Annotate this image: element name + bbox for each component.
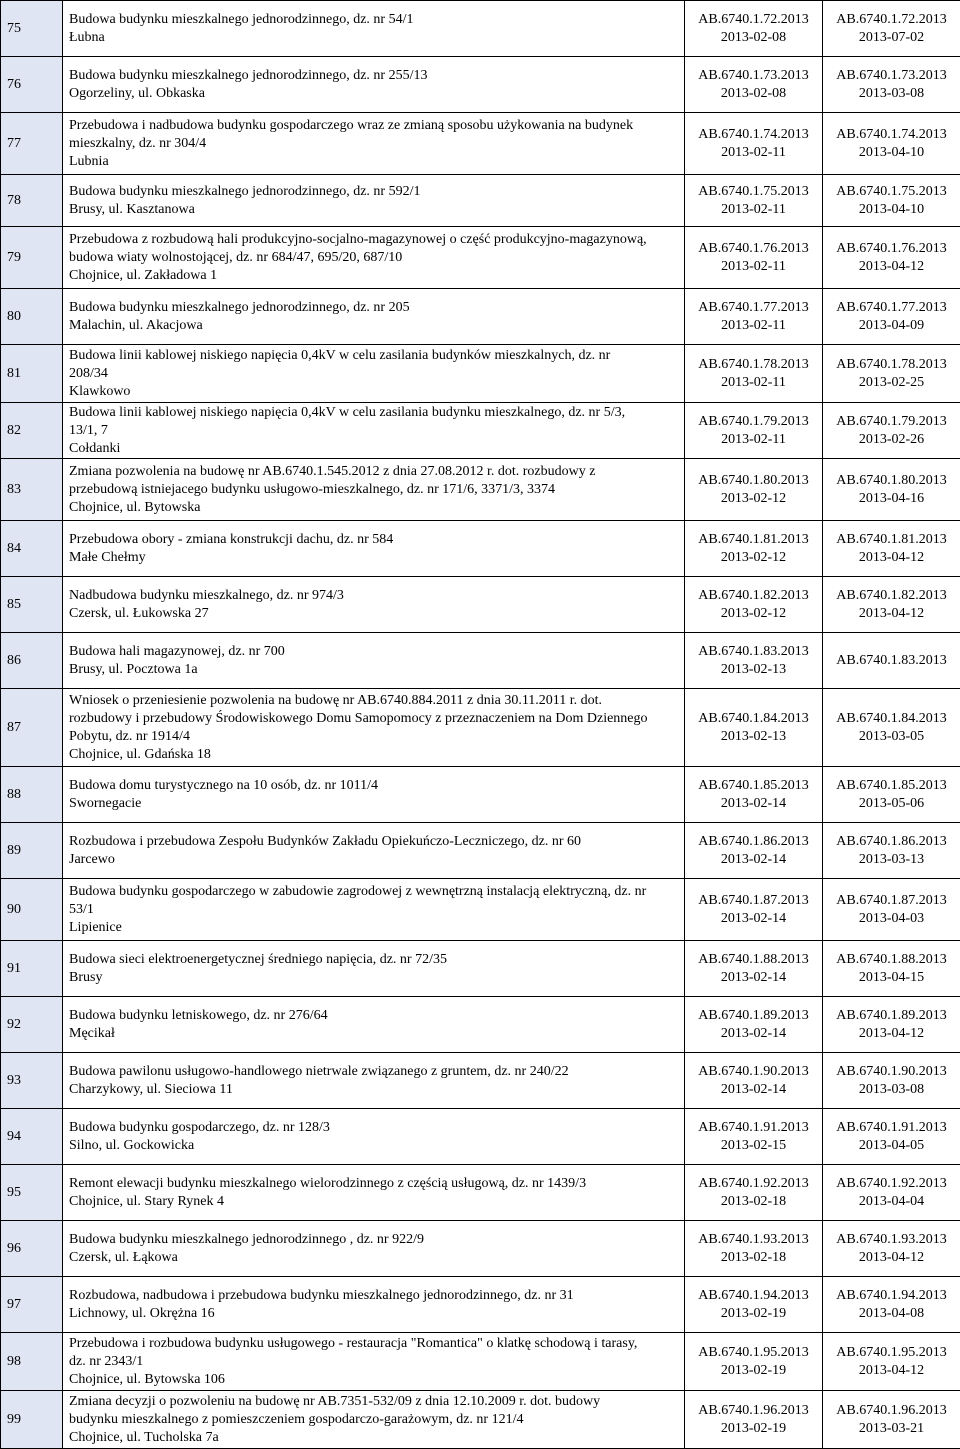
project-description-line: 53/1	[69, 901, 682, 919]
submission-reference-line: 2013-02-11	[685, 201, 822, 219]
submission-reference-line: 2013-02-14	[685, 910, 822, 928]
decision-reference	[823, 689, 960, 767]
decision-reference	[823, 459, 960, 521]
project-description-line: Lichnowy, ul. Okrężna 16	[69, 1305, 682, 1323]
row-number: 76	[1, 57, 63, 113]
submission-reference-line: AB.6740.1.81.2013	[685, 531, 822, 549]
decision-reference	[823, 1165, 960, 1221]
row-number: 84	[1, 521, 63, 577]
project-description-line: budowa wiaty wolnostojącej, dz. nr 684/47, 695/20, 687/10	[69, 249, 682, 267]
decision-reference-line: AB.6740.1.88.2013	[823, 951, 960, 969]
submission-reference-line: 2013-02-08	[685, 85, 822, 103]
project-description-line: Budowa budynku mieszkalnego jednorodzinnego, dz. nr 54/1	[69, 11, 682, 29]
project-description	[63, 1277, 685, 1333]
submission-reference	[685, 1, 823, 57]
table-row	[1, 1109, 960, 1165]
project-description-line: Budowa hali magazynowej, dz. nr 700	[69, 643, 682, 661]
submission-reference	[685, 1053, 823, 1109]
submission-reference	[685, 175, 823, 227]
project-description-line: Budowa sieci elektroenergetycznej średniego napięcia, dz. nr 72/35	[69, 951, 682, 969]
submission-reference-line: AB.6740.1.85.2013	[685, 777, 822, 795]
decision-reference-line: AB.6740.1.89.2013	[823, 1007, 960, 1025]
submission-reference-line: 2013-02-19	[685, 1305, 822, 1323]
row-number: 85	[1, 577, 63, 633]
decision-reference-line: 2013-04-12	[823, 258, 960, 276]
decision-reference-line: 2013-04-05	[823, 1137, 960, 1155]
project-description-line: Chojnice, ul. Gdańska 18	[69, 746, 682, 764]
decision-reference-line: 2013-04-15	[823, 969, 960, 987]
submission-reference-line: 2013-02-18	[685, 1249, 822, 1267]
decision-reference-line: 2013-04-08	[823, 1305, 960, 1323]
decision-reference-line: 2013-04-12	[823, 605, 960, 623]
project-description-line: Budowa linii kablowej niskiego napięcia 0,4kV w celu zasilania budynków mieszkalnych, dz. nr	[69, 347, 682, 365]
project-description	[63, 227, 685, 289]
project-description-line: Rozbudowa, nadbudowa i przebudowa budynku mieszkalnego jednorodzinnego, dz. nr 31	[69, 1287, 682, 1305]
decision-reference	[823, 941, 960, 997]
submission-reference-line: 2013-02-11	[685, 317, 822, 335]
project-description	[63, 1165, 685, 1221]
decision-reference	[823, 113, 960, 175]
decision-reference-line: 2013-07-02	[823, 29, 960, 47]
project-description-line: Zmiana pozwolenia na budowę nr AB.6740.1.545.2012 z dnia 27.08.2012 r. dot. rozbudowy z	[69, 463, 682, 481]
project-description-line: Chojnice, ul. Bytowska	[69, 499, 682, 517]
project-description	[63, 1333, 685, 1391]
table-row	[1, 633, 960, 689]
decision-reference-line: 2013-03-21	[823, 1420, 960, 1438]
submission-reference	[685, 997, 823, 1053]
project-description-line: Budowa budynku gospodarczego w zabudowie zagrodowej z wewnętrzną instalacją elektryczną, dz. nr	[69, 883, 682, 901]
decision-reference-line: 2013-04-09	[823, 317, 960, 335]
project-description-line: mieszkalny, dz. nr 304/4	[69, 135, 682, 153]
project-description-line: Pobytu, dz. nr 1914/4	[69, 728, 682, 746]
row-number: 83	[1, 459, 63, 521]
submission-reference	[685, 521, 823, 577]
project-description	[63, 577, 685, 633]
submission-reference-line: AB.6740.1.86.2013	[685, 833, 822, 851]
project-description-line: Swornegacie	[69, 795, 682, 813]
decision-reference-line: 2013-05-06	[823, 795, 960, 813]
project-description-line: Rozbudowa i przebudowa Zespołu Budynków Zakładu Opiekuńczo-Leczniczego, dz. nr 60	[69, 833, 682, 851]
row-number: 75	[1, 1, 63, 57]
decision-reference-line: AB.6740.1.78.2013	[823, 356, 960, 374]
row-number: 90	[1, 879, 63, 941]
submission-reference-line: AB.6740.1.93.2013	[685, 1231, 822, 1249]
decision-reference	[823, 521, 960, 577]
row-number: 79	[1, 227, 63, 289]
decision-reference-line: 2013-04-12	[823, 1025, 960, 1043]
submission-reference-line: AB.6740.1.75.2013	[685, 183, 822, 201]
decision-reference-line: AB.6740.1.79.2013	[823, 413, 960, 431]
project-description-line: Chojnice, ul. Bytowska 106	[69, 1371, 682, 1389]
submission-reference-line: AB.6740.1.79.2013	[685, 413, 822, 431]
project-description	[63, 941, 685, 997]
decision-reference-line: AB.6740.1.74.2013	[823, 126, 960, 144]
submission-reference	[685, 459, 823, 521]
decision-reference-line: AB.6740.1.87.2013	[823, 892, 960, 910]
project-description	[63, 1109, 685, 1165]
project-description-line: Przebudowa obory - zmiana konstrukcji dachu, dz. nr 584	[69, 531, 682, 549]
submission-reference-line: 2013-02-14	[685, 851, 822, 869]
project-description-line: Budowa linii kablowej niskiego napięcia 0,4kV w celu zasilania budynku mieszkalnego, dz. nr 5/3,	[69, 404, 682, 422]
table-row	[1, 1165, 960, 1221]
table-row	[1, 1333, 960, 1391]
decision-reference-line: AB.6740.1.90.2013	[823, 1063, 960, 1081]
table-row	[1, 57, 960, 113]
project-description-line: Brusy, ul. Kasztanowa	[69, 201, 682, 219]
submission-reference-line: 2013-02-19	[685, 1362, 822, 1380]
row-number: 89	[1, 823, 63, 879]
submission-reference-line: 2013-02-12	[685, 605, 822, 623]
row-number: 96	[1, 1221, 63, 1277]
project-description-line: Budowa domu turystycznego na 10 osób, dz. nr 1011/4	[69, 777, 682, 795]
project-description-line: Budowa budynku mieszkalnego jednorodzinnego, dz. nr 592/1	[69, 183, 682, 201]
submission-reference-line: 2013-02-12	[685, 549, 822, 567]
submission-reference-line: 2013-02-14	[685, 969, 822, 987]
decision-reference	[823, 577, 960, 633]
project-description	[63, 823, 685, 879]
table-row	[1, 1, 960, 57]
decision-reference-line: 2013-03-13	[823, 851, 960, 869]
submission-reference-line: AB.6740.1.96.2013	[685, 1402, 822, 1420]
project-description-line: Przebudowa i rozbudowa budynku usługowego - restauracja "Romantica" o klatkę schodową i tarasy,	[69, 1335, 682, 1353]
project-description-line: Jarcewo	[69, 851, 682, 869]
decision-reference-line: AB.6740.1.82.2013	[823, 587, 960, 605]
submission-reference-line: AB.6740.1.83.2013	[685, 643, 822, 661]
submission-reference-line: AB.6740.1.74.2013	[685, 126, 822, 144]
decision-reference-line: AB.6740.1.91.2013	[823, 1119, 960, 1137]
row-number: 98	[1, 1333, 63, 1391]
project-description-line: Malachin, ul. Akacjowa	[69, 317, 682, 335]
submission-reference-line: AB.6740.1.77.2013	[685, 299, 822, 317]
table-row	[1, 403, 960, 459]
row-number: 81	[1, 345, 63, 403]
submission-reference-line: AB.6740.1.92.2013	[685, 1175, 822, 1193]
decision-reference-line: 2013-04-12	[823, 1362, 960, 1380]
submission-reference-line: AB.6740.1.94.2013	[685, 1287, 822, 1305]
project-description-line: Nadbudowa budynku mieszkalnego, dz. nr 974/3	[69, 587, 682, 605]
decision-reference-line: AB.6740.1.81.2013	[823, 531, 960, 549]
decision-reference	[823, 57, 960, 113]
project-description	[63, 345, 685, 403]
row-number: 87	[1, 689, 63, 767]
submission-reference-line: 2013-02-14	[685, 1081, 822, 1099]
decision-reference	[823, 633, 960, 689]
project-description-line: Wniosek o przeniesienie pozwolenia na budowę nr AB.6740.884.2011 z dnia 30.11.2011 r. dot.	[69, 692, 682, 710]
project-description-line: 13/1, 7	[69, 422, 682, 440]
submission-reference	[685, 227, 823, 289]
row-number: 97	[1, 1277, 63, 1333]
decision-reference-line: AB.6740.1.72.2013	[823, 11, 960, 29]
submission-reference-line: AB.6740.1.80.2013	[685, 472, 822, 490]
decision-reference	[823, 823, 960, 879]
project-description-line: Lubnia	[69, 153, 682, 171]
submission-reference-line: 2013-02-13	[685, 728, 822, 746]
decision-reference-line: 2013-03-08	[823, 1081, 960, 1099]
decision-reference-line: 2013-02-26	[823, 431, 960, 449]
submission-reference-line: AB.6740.1.88.2013	[685, 951, 822, 969]
project-description-line: 208/34	[69, 365, 682, 383]
decision-reference	[823, 767, 960, 823]
decision-reference	[823, 1333, 960, 1391]
project-description-line: Łubna	[69, 29, 682, 47]
decision-reference-line: 2013-04-16	[823, 490, 960, 508]
submission-reference-line: AB.6740.1.87.2013	[685, 892, 822, 910]
row-number: 94	[1, 1109, 63, 1165]
submission-reference	[685, 1109, 823, 1165]
project-description-line: Budowa budynku mieszkalnego jednorodzinnego, dz. nr 255/13	[69, 67, 682, 85]
decision-reference	[823, 1277, 960, 1333]
submission-reference	[685, 1165, 823, 1221]
project-description-line: Chojnice, ul. Zakładowa 1	[69, 267, 682, 285]
submission-reference-line: 2013-02-08	[685, 29, 822, 47]
project-description-line: Lipienice	[69, 919, 682, 937]
decision-reference	[823, 175, 960, 227]
submission-reference	[685, 403, 823, 459]
project-description-line: Charzykowy, ul. Sieciowa 11	[69, 1081, 682, 1099]
submission-reference-line: AB.6740.1.84.2013	[685, 710, 822, 728]
decision-reference	[823, 345, 960, 403]
row-number: 92	[1, 997, 63, 1053]
submission-reference	[685, 941, 823, 997]
submission-reference-line: 2013-02-14	[685, 795, 822, 813]
submission-reference-line: 2013-02-14	[685, 1025, 822, 1043]
submission-reference	[685, 577, 823, 633]
project-description-line: Przebudowa i nadbudowa budynku gospodarczego wraz ze zmianą sposobu użykowania na budynek	[69, 117, 682, 135]
project-description	[63, 1053, 685, 1109]
table-row	[1, 521, 960, 577]
submission-reference	[685, 633, 823, 689]
row-number: 91	[1, 941, 63, 997]
table-row	[1, 289, 960, 345]
submission-reference-line: 2013-02-18	[685, 1193, 822, 1211]
submission-reference	[685, 57, 823, 113]
table-row	[1, 175, 960, 227]
table-row	[1, 345, 960, 403]
decision-reference-line: 2013-04-10	[823, 144, 960, 162]
project-description	[63, 1, 685, 57]
submission-reference-line: 2013-02-13	[685, 661, 822, 679]
row-number: 80	[1, 289, 63, 345]
decision-reference-line: 2013-04-12	[823, 549, 960, 567]
project-description-line: Cołdanki	[69, 440, 682, 458]
submission-reference	[685, 345, 823, 403]
project-description	[63, 1221, 685, 1277]
project-description-line: Brusy	[69, 969, 682, 987]
row-number: 77	[1, 113, 63, 175]
project-description-line: dz. nr 2343/1	[69, 1353, 682, 1371]
submission-reference-line: 2013-02-12	[685, 490, 822, 508]
project-description	[63, 997, 685, 1053]
table-row	[1, 767, 960, 823]
decision-reference-line: AB.6740.1.94.2013	[823, 1287, 960, 1305]
project-description-line: Budowa pawilonu usługowo-handlowego nietrwale związanego z gruntem, dz. nr 240/22	[69, 1063, 682, 1081]
table-row	[1, 879, 960, 941]
submission-reference	[685, 113, 823, 175]
row-number: 99	[1, 1391, 63, 1449]
project-description-line: Chojnice, ul. Tucholska 7a	[69, 1429, 682, 1447]
decision-reference	[823, 1, 960, 57]
decision-reference	[823, 289, 960, 345]
decision-reference-line: 2013-04-03	[823, 910, 960, 928]
decision-reference-line: AB.6740.1.75.2013	[823, 183, 960, 201]
submission-reference-line: AB.6740.1.89.2013	[685, 1007, 822, 1025]
table-row	[1, 227, 960, 289]
table-row	[1, 459, 960, 521]
project-description-line: Czersk, ul. Łukowska 27	[69, 605, 682, 623]
decision-reference-line: AB.6740.1.77.2013	[823, 299, 960, 317]
decision-reference-line: AB.6740.1.84.2013	[823, 710, 960, 728]
decision-reference-line: AB.6740.1.95.2013	[823, 1344, 960, 1362]
table-row	[1, 1053, 960, 1109]
row-number: 95	[1, 1165, 63, 1221]
submission-reference-line: 2013-02-11	[685, 144, 822, 162]
decision-reference	[823, 879, 960, 941]
decision-reference	[823, 997, 960, 1053]
submission-reference-line: AB.6740.1.91.2013	[685, 1119, 822, 1137]
project-description-line: Przebudowa z rozbudową hali produkcyjno-socjalno-magazynowej o część produkcyjno-magazynową,	[69, 231, 682, 249]
decision-reference-line: AB.6740.1.83.2013	[823, 652, 960, 670]
decision-reference-line: 2013-03-08	[823, 85, 960, 103]
table-row	[1, 113, 960, 175]
submission-reference-line: 2013-02-15	[685, 1137, 822, 1155]
submission-reference	[685, 1333, 823, 1391]
decision-reference-line: AB.6740.1.80.2013	[823, 472, 960, 490]
decision-reference-line: 2013-04-12	[823, 1249, 960, 1267]
submission-reference-line: 2013-02-11	[685, 431, 822, 449]
decision-reference-line: 2013-03-05	[823, 728, 960, 746]
project-description-line: Budowa budynku letniskowego, dz. nr 276/64	[69, 1007, 682, 1025]
submission-reference	[685, 289, 823, 345]
project-description-line: Budowa budynku mieszkalnego jednorodzinnego, dz. nr 205	[69, 299, 682, 317]
submission-reference	[685, 823, 823, 879]
table-row	[1, 823, 960, 879]
project-description-line: Budowa budynku mieszkalnego jednorodzinnego , dz. nr 922/9	[69, 1231, 682, 1249]
project-description-line: Remont elewacji budynku mieszkalnego wielorodzinnego z częścią usługową, dz. nr 1439/3	[69, 1175, 682, 1193]
submission-reference	[685, 1221, 823, 1277]
table-row	[1, 997, 960, 1053]
permit-register-body	[1, 1, 960, 1449]
row-number: 82	[1, 403, 63, 459]
table-row	[1, 1221, 960, 1277]
table-row	[1, 941, 960, 997]
project-description	[63, 689, 685, 767]
decision-reference	[823, 1221, 960, 1277]
decision-reference-line: 2013-04-04	[823, 1193, 960, 1211]
row-number: 86	[1, 633, 63, 689]
decision-reference	[823, 403, 960, 459]
project-description	[63, 879, 685, 941]
project-description-line: Silno, ul. Gockowicka	[69, 1137, 682, 1155]
project-description	[63, 459, 685, 521]
project-description-line: Brusy, ul. Pocztowa 1a	[69, 661, 682, 679]
project-description-line: Czersk, ul. Łąkowa	[69, 1249, 682, 1267]
decision-reference-line: AB.6740.1.92.2013	[823, 1175, 960, 1193]
decision-reference	[823, 227, 960, 289]
submission-reference	[685, 879, 823, 941]
project-description	[63, 767, 685, 823]
submission-reference-line: AB.6740.1.73.2013	[685, 67, 822, 85]
submission-reference-line: 2013-02-11	[685, 258, 822, 276]
decision-reference	[823, 1109, 960, 1165]
decision-reference-line: AB.6740.1.93.2013	[823, 1231, 960, 1249]
row-number: 78	[1, 175, 63, 227]
submission-reference-line: AB.6740.1.76.2013	[685, 240, 822, 258]
table-row	[1, 1277, 960, 1333]
decision-reference-line: AB.6740.1.86.2013	[823, 833, 960, 851]
project-description	[63, 403, 685, 459]
submission-reference-line: AB.6740.1.90.2013	[685, 1063, 822, 1081]
decision-reference-line: AB.6740.1.96.2013	[823, 1402, 960, 1420]
submission-reference-line: 2013-02-19	[685, 1420, 822, 1438]
project-description	[63, 57, 685, 113]
project-description	[63, 175, 685, 227]
submission-reference-line: AB.6740.1.72.2013	[685, 11, 822, 29]
table-row	[1, 689, 960, 767]
project-description	[63, 521, 685, 577]
decision-reference-line: 2013-02-25	[823, 374, 960, 392]
project-description-line: Zmiana decyzji o pozwoleniu na budowę nr AB.7351-532/09 z dnia 12.10.2009 r. dot. budowy	[69, 1393, 682, 1411]
submission-reference	[685, 689, 823, 767]
project-description	[63, 289, 685, 345]
project-description-line: Chojnice, ul. Stary Rynek 4	[69, 1193, 682, 1211]
decision-reference-line: 2013-04-10	[823, 201, 960, 219]
decision-reference-line: AB.6740.1.73.2013	[823, 67, 960, 85]
decision-reference-line: AB.6740.1.76.2013	[823, 240, 960, 258]
submission-reference-line: 2013-02-11	[685, 374, 822, 392]
project-description-line: Ogorzeliny, ul. Obkaska	[69, 85, 682, 103]
project-description-line: przebudową istniejacego budynku usługowo-mieszkalnego, dz. nr 171/6, 3371/3, 3374	[69, 481, 682, 499]
project-description-line: Klawkowo	[69, 383, 682, 401]
project-description	[63, 633, 685, 689]
decision-reference-line: AB.6740.1.85.2013	[823, 777, 960, 795]
project-description	[63, 113, 685, 175]
project-description-line: Małe Chełmy	[69, 549, 682, 567]
project-description-line: Męcikał	[69, 1025, 682, 1043]
submission-reference-line: AB.6740.1.78.2013	[685, 356, 822, 374]
project-description-line: rozbudowy i przebudowy Środowiskowego Domu Samopomocy z przeznaczeniem na Dom Dziennego	[69, 710, 682, 728]
table-row	[1, 577, 960, 633]
project-description-line: Budowa budynku gospodarczego, dz. nr 128/3	[69, 1119, 682, 1137]
submission-reference	[685, 767, 823, 823]
row-number: 93	[1, 1053, 63, 1109]
project-description-line: budynku mieszkalnego z pomieszczeniem gospodarczo-garażowym, dz. nr 121/4	[69, 1411, 682, 1429]
decision-reference	[823, 1053, 960, 1109]
submission-reference-line: AB.6740.1.82.2013	[685, 587, 822, 605]
submission-reference	[685, 1277, 823, 1333]
row-number: 88	[1, 767, 63, 823]
submission-reference-line: AB.6740.1.95.2013	[685, 1344, 822, 1362]
